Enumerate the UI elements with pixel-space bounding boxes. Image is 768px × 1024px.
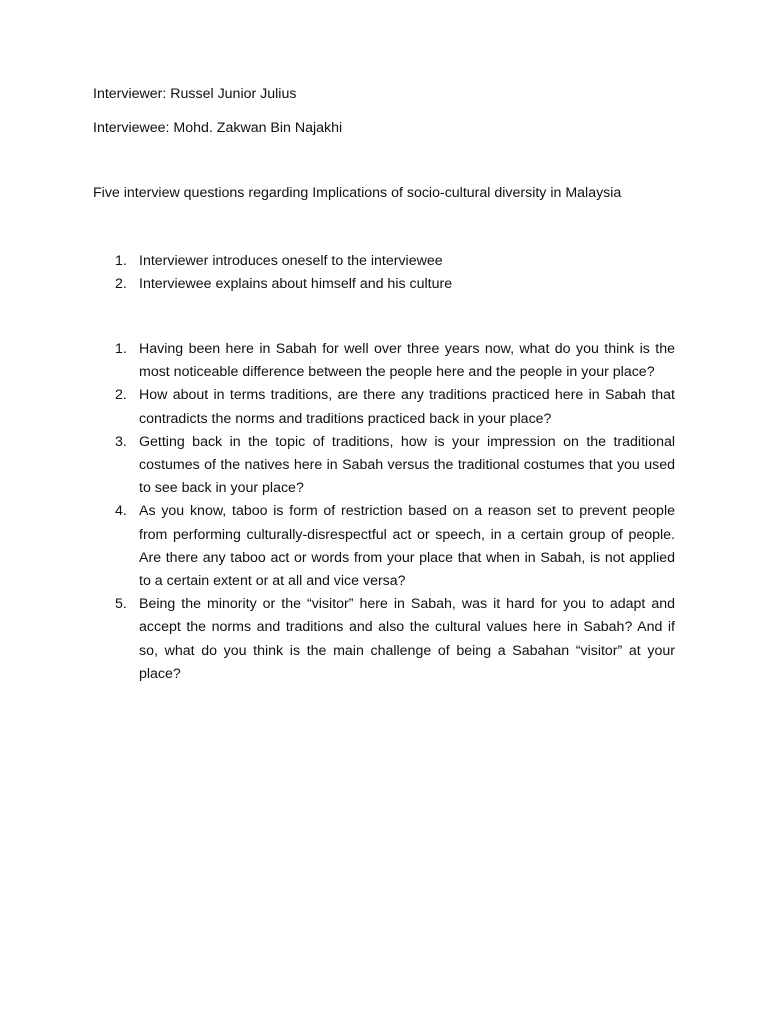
question-text: How about in terms traditions, are there any traditions practiced here in Sabah that contradicts the norms and traditions practiced back in your place? <box>139 387 675 427</box>
list-item-number: 2. <box>115 276 127 292</box>
question-number: 5. <box>115 596 127 613</box>
question-text: Being the minority or the “visitor” here in Sabah, was it hard for you to adapt and accept the norms and traditions and also the cultural values here in Sabah? And if so, what do you think is the main challenge of being a Sabahan “visitor” at your place? <box>139 596 675 682</box>
question-text: As you know, taboo is form of restriction based on a reason set to prevent people from performing culturally-disrespectful act or speech, in a certain group of people. Are there any taboo act or words from your place that when in Sabah, is not applied to a certain extent or at all and vice versa? <box>139 503 675 590</box>
topic-heading: Five interview questions regarding Implications of socio-cultural diversity in Malaysia <box>93 185 622 201</box>
question-text: Getting back in the topic of traditions, how is your impression on the traditional costumes of the natives here in Sabah versus the traditional costumes that you used to see back in your place? <box>139 433 675 497</box>
list-item-number: 1. <box>115 253 127 269</box>
question-number: 4. <box>115 503 127 520</box>
list-item <box>93 273 675 296</box>
interviewee-line: Interviewee: Mohd. Zakwan Bin Najakhi <box>93 120 343 136</box>
question-number: 1. <box>115 341 127 357</box>
question-item <box>93 338 675 384</box>
intro-list <box>93 250 675 296</box>
question-item <box>93 500 675 593</box>
question-list <box>93 338 675 686</box>
question-item <box>93 593 675 686</box>
list-item-text: Interviewer introduces oneself to the interviewee <box>139 253 443 269</box>
question-item <box>93 431 675 501</box>
question-text: Having been here in Sabah for well over three years now, what do you think is the most noticeable difference between the people here and the people in your place? <box>139 341 675 381</box>
question-item <box>93 384 675 430</box>
list-item-text: Interviewee explains about himself and his culture <box>139 276 453 292</box>
interviewer-line: Interviewer: Russel Junior Julius <box>93 86 297 102</box>
list-item <box>93 250 675 273</box>
question-number: 2. <box>115 387 127 404</box>
question-number: 3. <box>115 433 127 450</box>
